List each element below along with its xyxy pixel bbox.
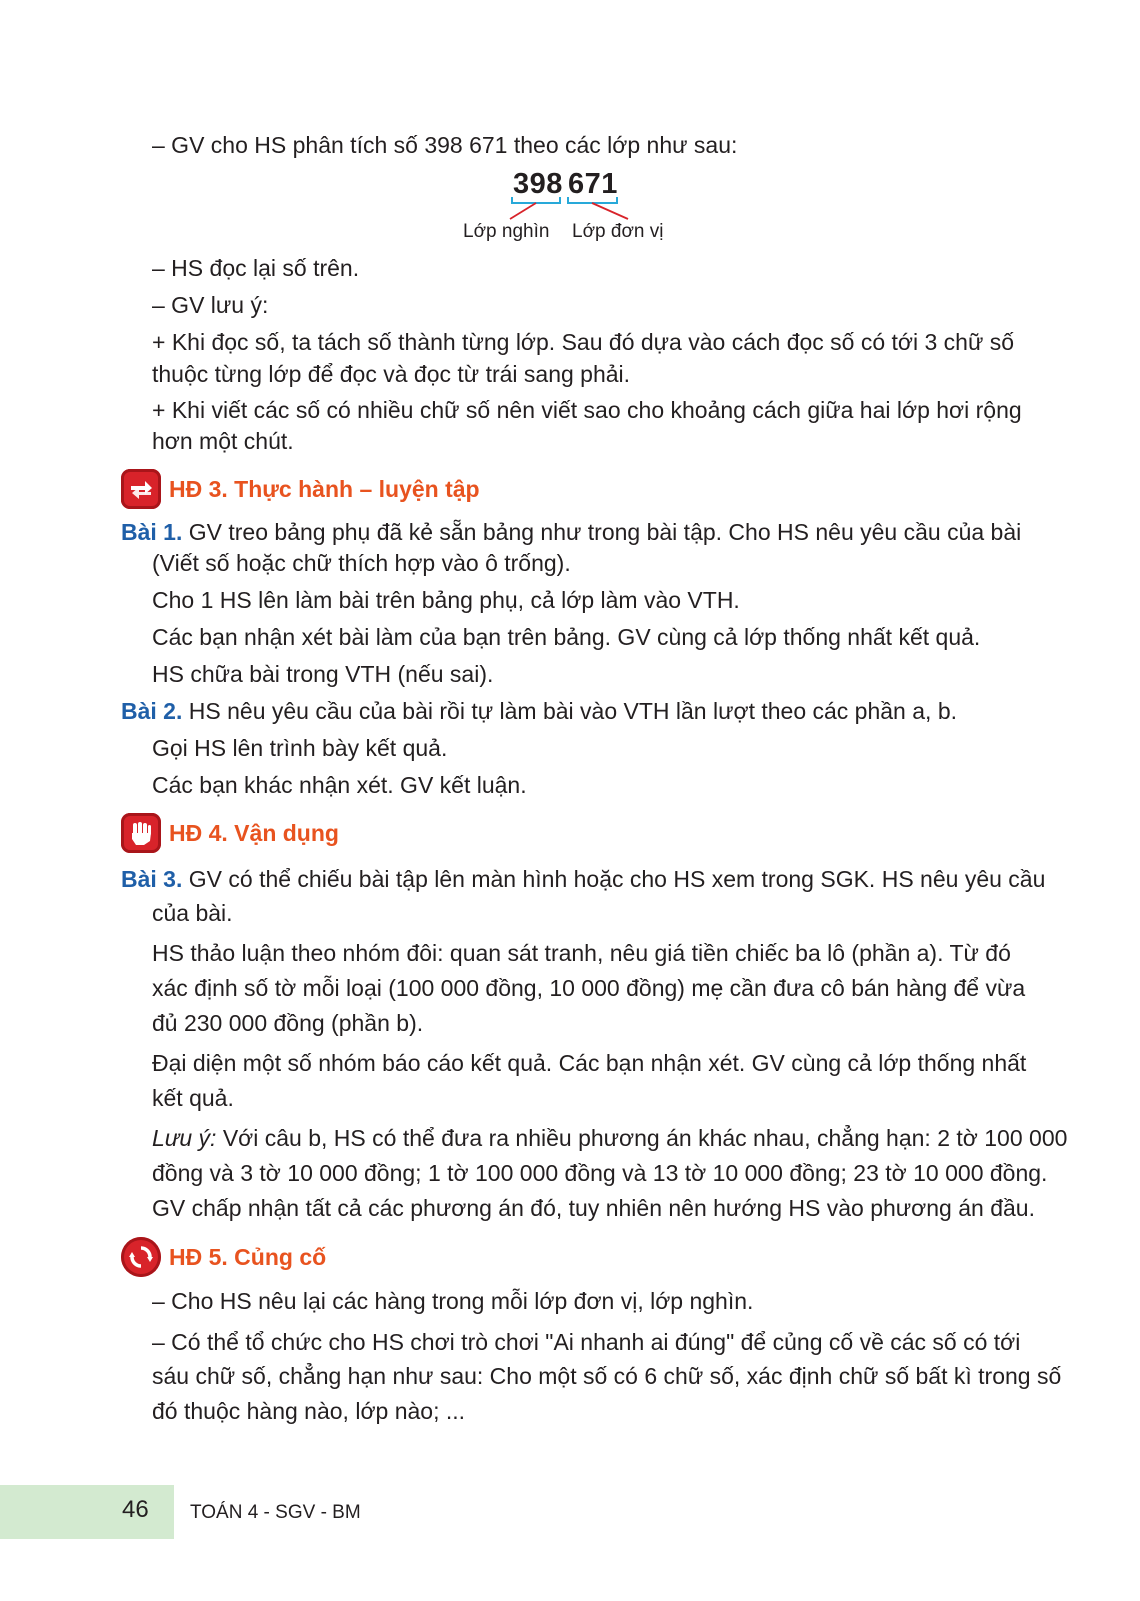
hd3-title: HĐ 3. Thực hành – luyện tập — [169, 475, 480, 502]
bai1-line-c: Cho 1 HS lên làm bài trên bảng phụ, cả lớp làm vào VTH. — [152, 587, 740, 613]
bracket-units — [568, 197, 617, 203]
pointer-units — [592, 203, 628, 219]
note-label: Lưu ý: — [152, 1125, 217, 1151]
bai2-line-c: Các bạn khác nhận xét. GV kết luận. — [152, 772, 527, 798]
fist-icon — [121, 813, 161, 853]
label-thousands-class: Lớp nghìn — [463, 221, 550, 242]
intro-line-1: – GV cho HS phân tích số 398 671 theo các lớp như sau: — [152, 132, 738, 158]
bai1-line-b: (Viết số hoặc chữ thích hợp vào ô trống). — [152, 550, 571, 576]
intro-line-2: – HS đọc lại số trên. — [152, 255, 360, 281]
bai2-line-a: Bài 2. HS nêu yêu cầu của bài rồi tự làm bài vào VTH lần lượt theo các phần a, b. — [121, 698, 957, 724]
label-units-class: Lớp đơn vị — [572, 221, 664, 242]
number-units: 671 — [568, 168, 618, 200]
bai1-line-a: Bài 1. GV treo bảng phụ đã kẻ sẵn bảng như trong bài tập. Cho HS nêu yêu cầu của bài — [121, 519, 1022, 545]
hd5-line-2a: – Có thể tổ chức cho HS chơi trò chơi "Ai nhanh ai đúng" để củng cố về các số có tới — [152, 1329, 1021, 1355]
hd5-line-1: – Cho HS nêu lại các hàng trong mỗi lớp đơn vị, lớp nghìn. — [152, 1288, 754, 1314]
hd4-heading — [121, 813, 339, 853]
hd3-heading — [121, 469, 480, 509]
bai1-line-e: HS chữa bài trong VTH (nếu sai). — [152, 661, 494, 687]
note-line-b: đồng và 3 tờ 10 000 đồng; 1 tờ 100 000 đồng và 13 tờ 10 000 đồng; 23 tờ 10 000 đồng. — [152, 1160, 1048, 1186]
note-2-line-a: + Khi viết các số có nhiều chữ số nên viết sao cho khoảng cách giữa hai lớp hơi rộng — [152, 397, 1022, 423]
hd5-heading — [121, 1237, 326, 1277]
hd5-line-2c: đó thuộc hàng nào, lớp nào; ... — [152, 1398, 466, 1424]
bai2-line-b: Gọi HS lên trình bày kết quả. — [152, 735, 448, 761]
bai1-label: Bài 1. — [121, 519, 183, 545]
bai2-label: Bài 2. — [121, 698, 183, 724]
bai3-line-e: đủ 230 000 đồng (phần b). — [152, 1010, 424, 1036]
practice-arrows-icon — [121, 469, 161, 509]
book-title: TOÁN 4 - SGV - BM — [190, 1502, 361, 1523]
bai3-line-b: của bài. — [152, 900, 233, 926]
note-2-line-b: hơn một chút. — [152, 428, 294, 454]
hd5-line-2b: sáu chữ số, chẳng hạn như sau: Cho một số có 6 chữ số, xác định chữ số bất kì trong số — [152, 1363, 1062, 1389]
note-1-line-b: thuộc từng lớp để đọc và đọc từ trái sang phải. — [152, 361, 631, 387]
number-thousands: 398 — [513, 168, 563, 200]
note-line-a: Lưu ý: Với câu b, HS có thể đưa ra nhiều phương án khác nhau, chẳng hạn: 2 tờ 100 000 — [152, 1125, 1068, 1151]
intro-line-3: – GV lưu ý: — [152, 292, 269, 318]
bai3-line-d: xác định số tờ mỗi loại (100 000 đồng, 10 000 đồng) mẹ cần đưa cô bán hàng để vừa — [152, 975, 1026, 1001]
note-1-line-a: + Khi đọc số, ta tách số thành từng lớp. Sau đó dựa vào cách đọc số có tới 3 chữ số — [152, 329, 1015, 355]
bracket-thousands — [512, 197, 560, 203]
refresh-icon — [121, 1237, 161, 1277]
bai3-line-c: HS thảo luận theo nhóm đôi: quan sát tranh, nêu giá tiền chiếc ba lô (phần a). Từ đó — [152, 940, 1011, 966]
bai3-line-a: Bài 3. GV có thể chiếu bài tập lên màn hình hoặc cho HS xem trong SGK. HS nêu yêu cầu — [121, 866, 1046, 892]
bai3-line-g: kết quả. — [152, 1085, 234, 1111]
hd5-title: HĐ 5. Củng cố — [169, 1243, 327, 1270]
page-number: 46 — [122, 1496, 149, 1523]
hd4-title: HĐ 4. Vận dụng — [169, 819, 339, 846]
bai1-line-d: Các bạn nhận xét bài làm của bạn trên bảng. GV cùng cả lớp thống nhất kết quả. — [152, 624, 981, 650]
pointer-thousands — [510, 203, 536, 219]
bai3-label: Bài 3. — [121, 866, 183, 892]
note-line-c: GV chấp nhận tất cả các phương án đó, tuy nhiên nên hướng HS vào phương án đầu. — [152, 1195, 1035, 1221]
bai3-line-f: Đại diện một số nhóm báo cáo kết quả. Các bạn nhận xét. GV cùng cả lớp thống nhất — [152, 1050, 1027, 1076]
